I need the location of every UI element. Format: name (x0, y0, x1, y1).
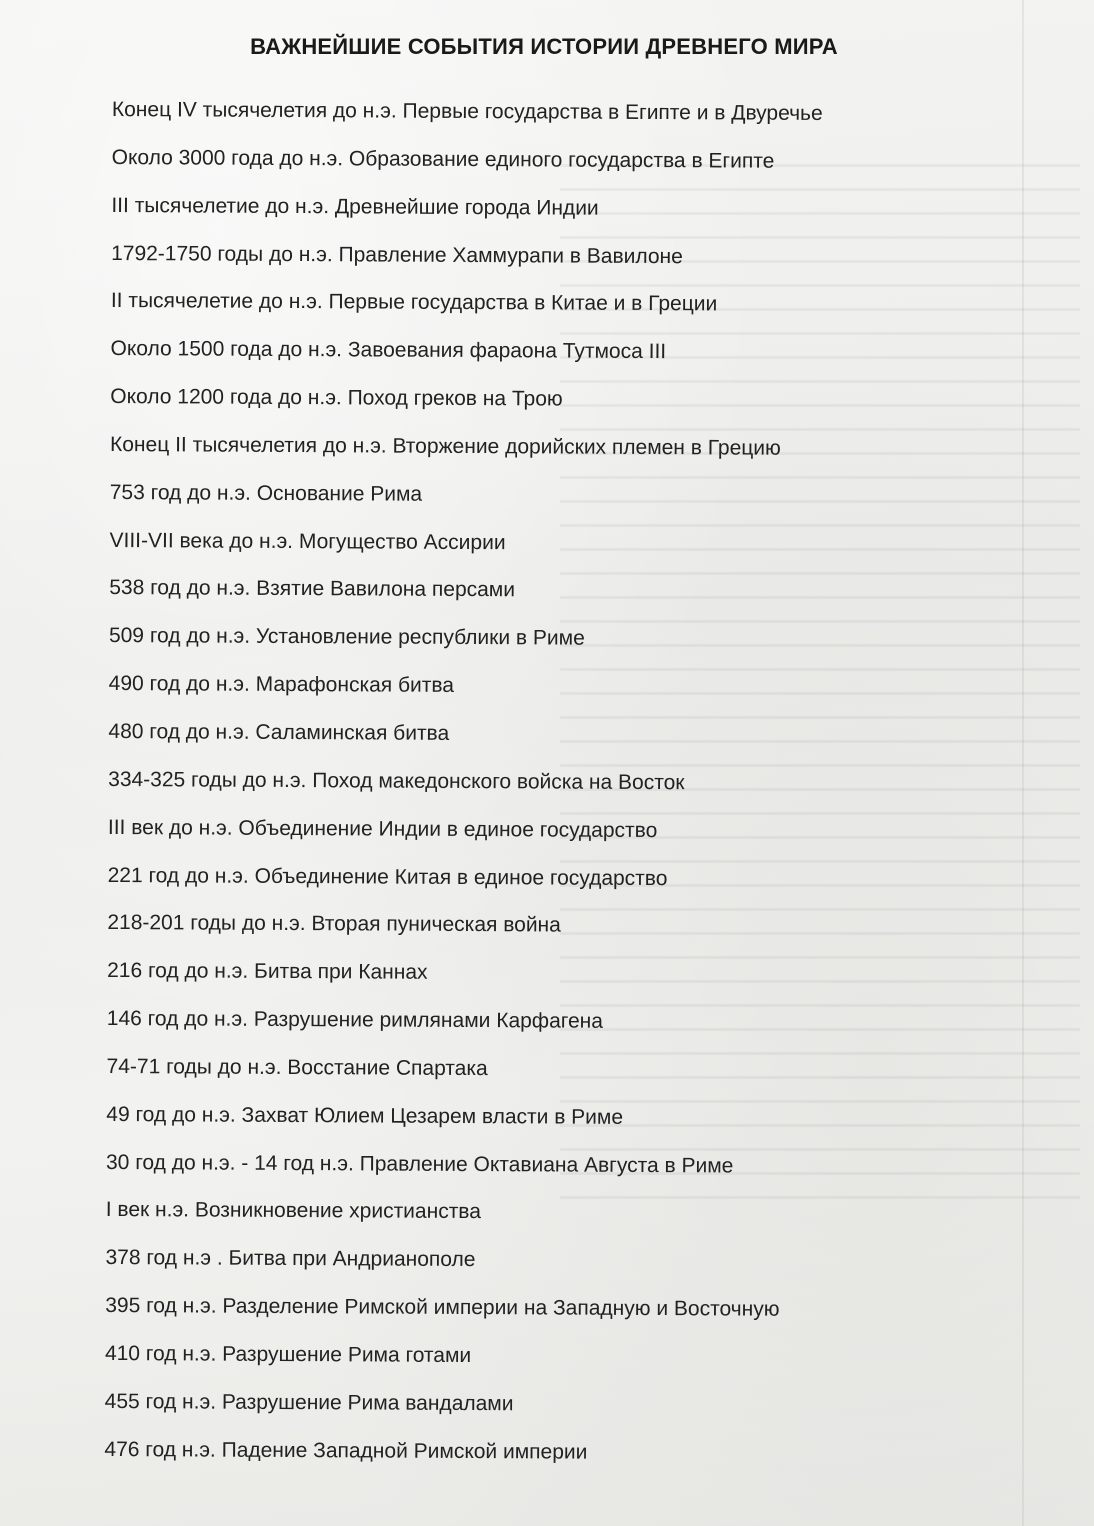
event-item: 221 год до н.э. Объединение Китая в единое государство (107, 863, 668, 890)
event-item: Конец II тысячелетия до н.э. Вторжение дорийских племен в Грецию (109, 432, 781, 460)
paper-fold (1022, 0, 1024, 1526)
event-item: 146 год до н.э. Разрушение римлянами Карфагена (106, 1007, 604, 1033)
event-item: 1792-1750 годы до н.э. Правление Хаммурапи в Вавилоне (111, 241, 683, 268)
event-item: 490 год до н.э. Марафонская битва (108, 672, 455, 698)
event-item: II тысячелетие до н.э. Первые государства в Китае и в Греции (110, 289, 718, 316)
event-item: 49 год до н.э. Захват Юлием Цезарем власти в Риме (106, 1102, 624, 1129)
event-item: 476 год н.э. Падение Западной Римской империи (104, 1437, 588, 1464)
event-item: VIII-VII века до н.э. Могущество Ассирии (109, 528, 506, 554)
event-item: 509 год до н.э. Установление республики в Риме (108, 624, 585, 650)
event-item: I век н.э. Возникновение христианства (105, 1198, 482, 1224)
page-title: ВАЖНЕЙШИЕ СОБЫТИЯ ИСТОРИИ ДРЕВНЕГО МИРА (250, 34, 838, 59)
event-item: Около 1200 года до н.э. Поход греков на Трою (110, 385, 563, 411)
event-item: 480 год до н.э. Саламинская битва (108, 719, 450, 745)
event-item: 378 год н.э . Битва при Андрианополе (105, 1246, 476, 1272)
event-item: 410 год н.э. Разрушение Рима готами (104, 1341, 472, 1367)
event-item: Около 3000 года до н.э. Образование единого государства в Египте (111, 145, 775, 173)
event-item: 30 год до н.э. - 14 год н.э. Правление Октавиана Августа в Риме (105, 1150, 734, 1178)
event-item: Конец IV тысячелетия до н.э. Первые государства в Египте и в Двуречье (111, 97, 823, 125)
event-item: 753 год до н.э. Основание Рима (109, 480, 423, 506)
event-item: 218-201 годы до н.э. Вторая пуническая война (107, 911, 561, 937)
event-item: 74-71 годы до н.э. Восстание Спартака (106, 1054, 488, 1080)
event-item: 334-325 годы до н.э. Поход македонского войска на Восток (108, 767, 685, 795)
event-item: 538 год до н.э. Взятие Вавилона персами (109, 576, 516, 602)
event-item: Около 1500 года до н.э. Завоевания фараона Тутмоса III (110, 337, 667, 364)
event-item: III тысячелетие до н.э. Древнейшие города Индии (111, 193, 599, 220)
event-item: 455 год н.э. Разрушение Рима вандалами (104, 1389, 514, 1416)
events-list (104, 96, 992, 1488)
event-item: 216 год до н.э. Битва при Каннах (107, 959, 428, 984)
event-item: 395 год н.э. Разделение Римской империи на Западную и Восточную (105, 1294, 780, 1321)
event-item: III век до н.э. Объединение Индии в единое государство (107, 815, 658, 842)
